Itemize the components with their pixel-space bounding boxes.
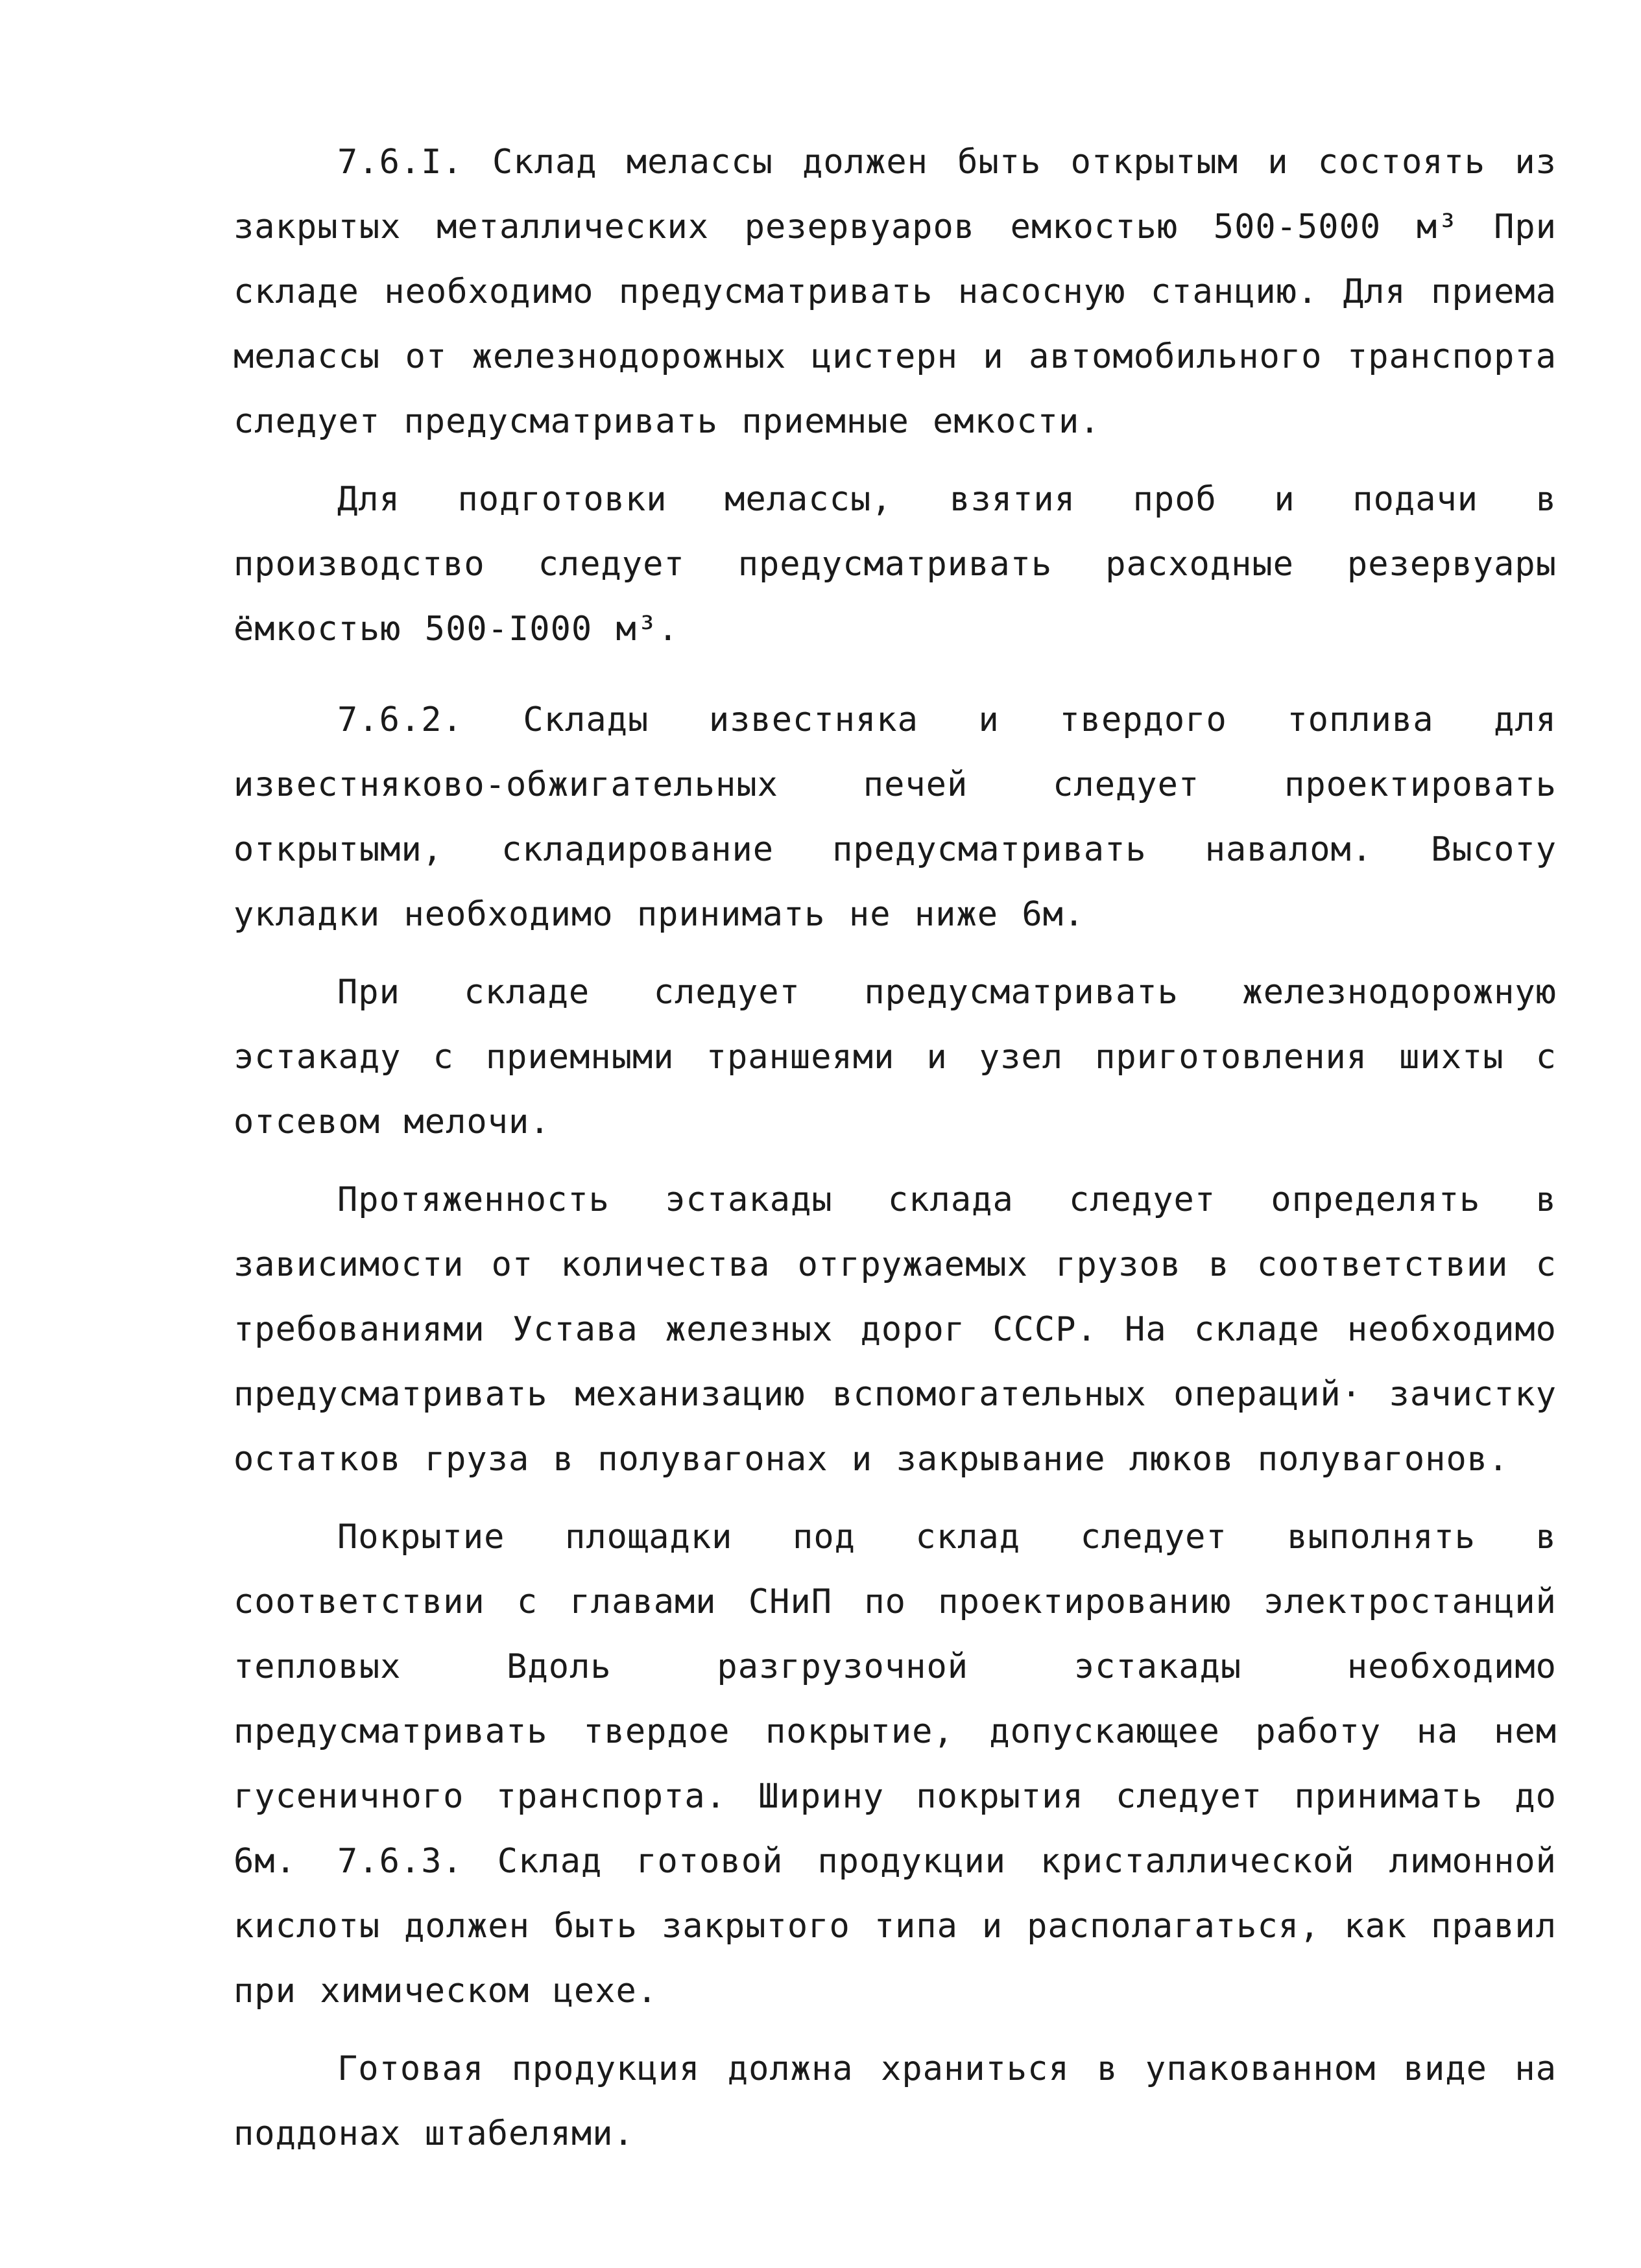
paragraph-surface: Покрытие площадки под склад следует выполнять в соответствии с главами СНиП по проектированию электростанций тепловых Вдоль разгрузочной эстакады необходимо предусматривать твердое покрытие, допускающее работу на нем гусеничного транспорта. Ширину покрытия следует принимать до 6м. <box>234 1518 1557 1881</box>
paragraph-7-6-1: 7.6.I. Склад мелассы должен быть открытым и состоять из закрытых металлических резервуаров емкостью 500-5000 м³ При складе необходимо предусматривать насосную станцию. Для приема мелассы от железнодорожных цистерн и автомобильного транспорта следует предусматривать приемные емкости. <box>234 143 1557 441</box>
paragraph-tanks: Для подготовки мелассы, взятия проб и подачи в производство следует предусматривать расходные резервуары ёмкостью 500-I000 м³. <box>234 480 1557 649</box>
paragraph-7-6-3: 7.6.3. Склад готовой продукции кристаллической лимонной кислоты должен быть закрытого типа и располагаться, как правил при химическом цехе. <box>234 1842 1557 2011</box>
document-body <box>234 130 1557 2166</box>
paragraph-storage: Готовая продукция должна храниться в упакованном виде на поддонах штабелями. <box>234 2049 1557 2153</box>
paragraph-7-6-2: 7.6.2. Склады известняка и твердого топлива для известняково-обжигательных печей следует проектировать открытыми, складирование предусматривать навалом. Высоту укладки необходимо принимать не ниже 6м. <box>234 700 1557 934</box>
paragraph-trestle: При складе следует предусматривать железнодорожную эстакаду с приемными траншеями и узел приготовления шихты с отсевом мелочи. <box>234 973 1557 1141</box>
paragraph-trestle-length: Протяженность эстакады склада следует определять в зависимости от количества отгружаемых грузов в соответствии с требованиями Устава железных дорог СССР. На складе необходимо предусматривать механизацию вспомогательных операций· зачистку остатков груза в полувагонах и закрывание люков полувагонов. <box>234 1180 1557 1479</box>
